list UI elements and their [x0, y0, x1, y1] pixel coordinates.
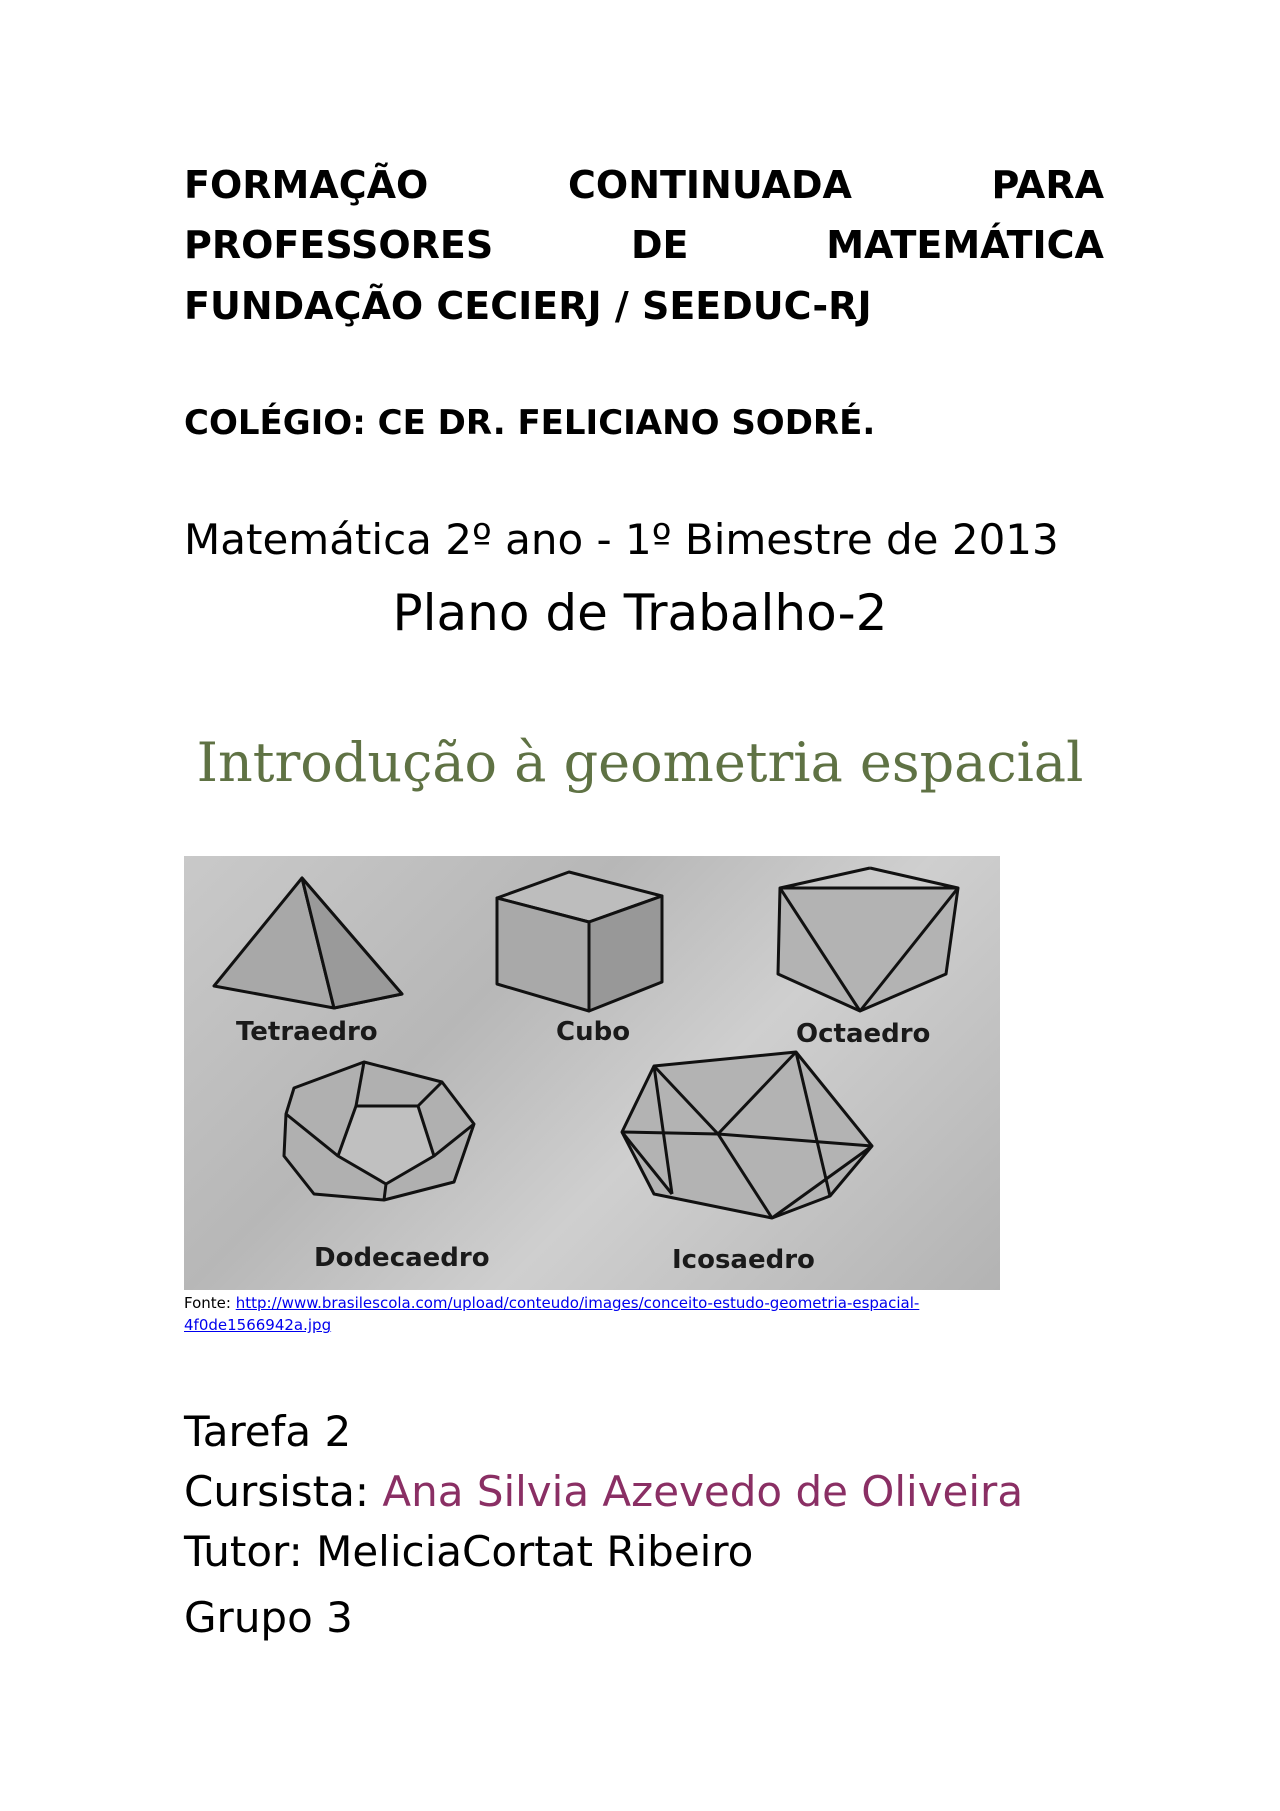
octahedron-shape	[778, 868, 958, 1011]
header-line-1	[184, 155, 1104, 215]
student-label: Cursista:	[184, 1467, 370, 1516]
source-link[interactable]: http://www.brasilescola.com/upload/conteudo/images/conceito-estudo-geometria-espacial-4f0de1566942a.jpg	[184, 1294, 920, 1334]
group-line: Grupo 3	[184, 1593, 353, 1642]
label-octaedro: Octaedro	[796, 1019, 931, 1049]
header-line-3: FUNDAÇÃO CECIERJ / SEEDUC-RJ	[184, 284, 872, 328]
header-word: PROFESSORES	[184, 223, 494, 267]
label-dodecaedro: Dodecaedro	[314, 1243, 490, 1273]
school-name: COLÉGIO: CE DR. FELICIANO SODRÉ.	[184, 403, 876, 443]
student-name: Ana Silvia Azevedo de Oliveira	[382, 1467, 1024, 1516]
label-icosaedro: Icosaedro	[672, 1245, 815, 1275]
tutor-line: Tutor: MeliciaCortat Ribeiro	[184, 1527, 754, 1576]
icosahedron-shape	[622, 1052, 872, 1218]
label-cubo: Cubo	[556, 1017, 631, 1047]
subject-line: Matemática 2º ano - 1º Bimestre de 2013	[184, 515, 1059, 564]
plan-title: Plano de Trabalho-2	[392, 584, 888, 642]
header-word: MATEMÁTICA	[826, 223, 1104, 267]
header-line-2	[184, 215, 1104, 275]
cube-shape	[497, 872, 662, 1011]
header-word: PARA	[991, 163, 1104, 207]
image-source	[184, 1292, 1014, 1336]
student-line	[184, 1462, 1023, 1522]
header-word: FORMAÇÃO	[184, 163, 429, 207]
source-label: Fonte:	[184, 1294, 231, 1312]
topic-title: Introdução à geometria espacial	[196, 731, 1084, 794]
dodecahedron-shape	[284, 1062, 474, 1200]
tetrahedron-shape	[214, 878, 402, 1008]
polyhedra-image	[184, 856, 1000, 1290]
header-word: CONTINUADA	[568, 163, 852, 207]
header-word: DE	[630, 223, 689, 267]
label-tetraedro: Tetraedro	[236, 1017, 378, 1047]
task-line: Tarefa 2	[184, 1407, 352, 1456]
